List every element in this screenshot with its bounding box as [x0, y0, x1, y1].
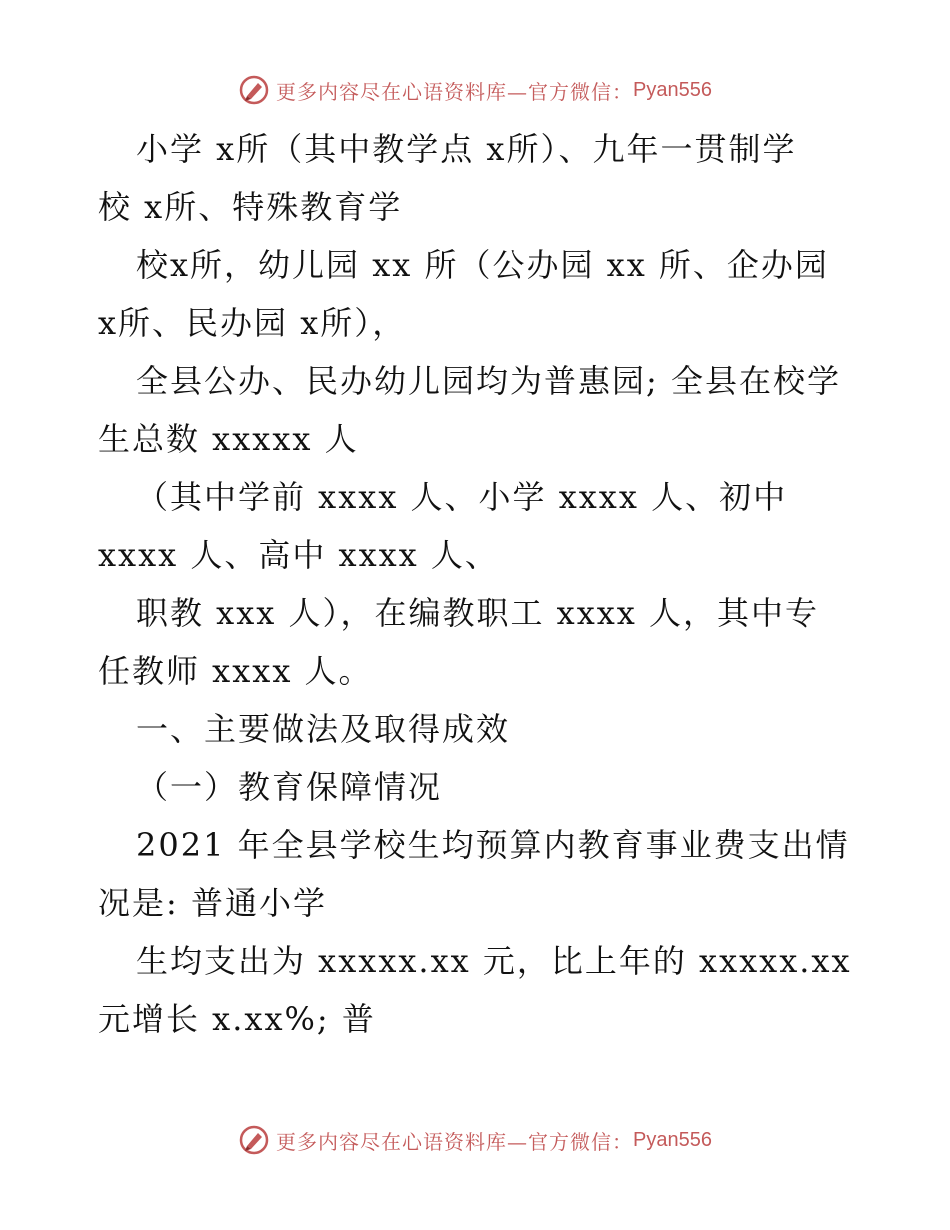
- header-banner-text: 更多内容尽在心语资料库—官方微信：: [276, 79, 634, 104]
- text-line: 2021 年全县学校生均预算内教育事业费支出情: [136, 826, 850, 864]
- footer-banner-text: 更多内容尽在心语资料库—官方微信：: [276, 1129, 634, 1154]
- text-line: （其中学前 xxxx 人、小学 xxxx 人、初中: [136, 478, 788, 516]
- text-line: 元增长 x.xx%; 普: [98, 1000, 376, 1038]
- text-line: 生均支出为 xxxxx.xx 元，比上年的 xxxxx.xx: [136, 942, 852, 980]
- footer-banner-id: Pyan556: [633, 1128, 712, 1151]
- text-line: 职教 xxx 人），在编教职工 xxxx 人，其中专: [136, 594, 820, 632]
- text-line: 生总数 xxxxx 人: [98, 420, 359, 458]
- text-line: xxxx 人、高中 xxxx 人、: [98, 536, 499, 574]
- document-body: [98, 120, 878, 1048]
- text-line: 全县公办、民办幼儿园均为普惠园; 全县在校学: [136, 362, 841, 400]
- text-line: 况是: 普通小学: [98, 884, 327, 922]
- header-banner-id: Pyan556: [633, 78, 712, 101]
- subsection-heading: （一）教育保障情况: [136, 768, 443, 806]
- pen-logo-icon: [238, 74, 270, 106]
- text-line: 小学 x所（其中教学点 x所）、九年一贯制学: [136, 130, 797, 168]
- header-banner: [0, 70, 950, 110]
- pen-logo-icon: [238, 1124, 270, 1156]
- text-line: 校x所，幼儿园 xx 所（公办园 xx 所、企办园: [136, 246, 829, 284]
- section-heading: 一、主要做法及取得成效: [136, 710, 511, 748]
- text-line: 任教师 xxxx 人。: [98, 652, 373, 690]
- text-line: 校 x所、特殊教育学: [98, 188, 403, 226]
- footer-banner: [0, 1120, 950, 1160]
- text-line: x所、民办园 x所），: [98, 304, 407, 342]
